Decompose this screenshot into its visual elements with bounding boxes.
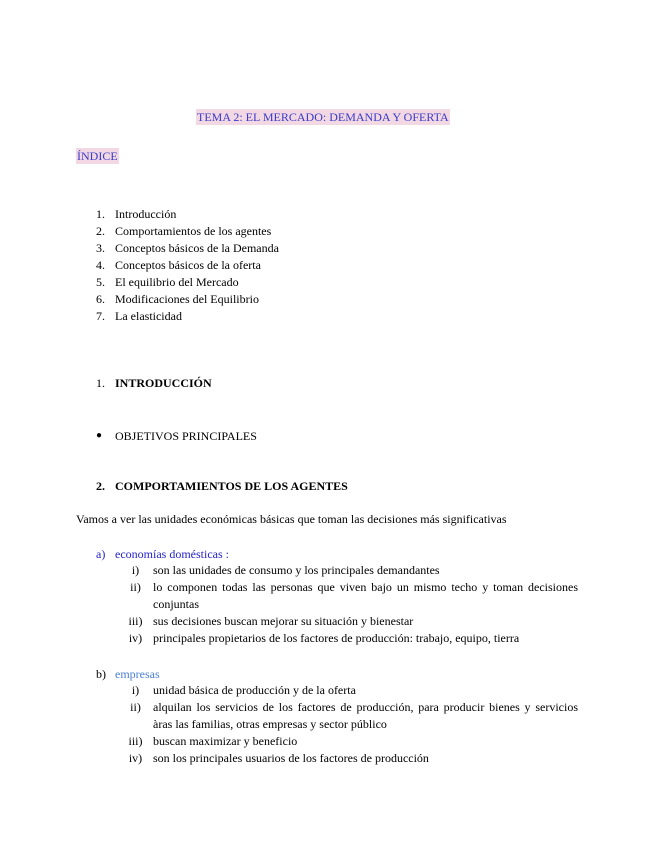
- toc-text: Conceptos básicos de la oferta: [115, 258, 261, 272]
- list-item: [118, 733, 578, 750]
- list-item: [118, 682, 578, 699]
- toc-text: Introducción: [115, 207, 177, 221]
- item-number: iii): [128, 614, 143, 628]
- list-item: [118, 562, 578, 579]
- subsection-letter: a): [96, 547, 106, 561]
- section-2-intro: Vamos a ver las unidades económicas básicas que toman las decisiones más significativas: [76, 512, 507, 526]
- document-title: TEMA 2: EL MERCADO: DEMANDA Y OFERTA: [197, 110, 449, 124]
- toc-text: Comportamientos de los agentes: [115, 224, 272, 238]
- subsection-a-heading: [96, 546, 229, 562]
- toc-text: El equilibrio del Mercado: [115, 275, 239, 289]
- item-number: ii): [130, 580, 141, 594]
- bullet-objetivos: [96, 428, 257, 444]
- item-text: lo componen todas las personas que viven bajo un mismo techo y toman decisiones conjuntas: [153, 580, 578, 611]
- toc-number: 6.: [96, 292, 105, 306]
- item-text: sus decisiones buscan mejorar su situación y bienestar: [153, 614, 414, 628]
- toc-item: [96, 291, 279, 308]
- item-text: son los principales usuarios de los factores de producción: [153, 751, 429, 765]
- subsection-letter: b): [96, 667, 106, 681]
- item-text: son las unidades de consumo y los principales demandantes: [153, 563, 440, 577]
- subsection-title: empresas: [115, 667, 160, 681]
- toc-number: 4.: [96, 258, 105, 272]
- item-number: iii): [128, 734, 143, 748]
- section-1-heading: [96, 375, 212, 391]
- toc-text: Modificaciones del Equilibrio: [115, 292, 259, 306]
- item-text: principales propietarios de los factores de producción: trabajo, equipo, tierra: [153, 631, 520, 645]
- subsection-b-heading: [96, 666, 160, 682]
- section-2-heading: [96, 478, 348, 494]
- table-of-contents: [96, 206, 279, 325]
- bullet-text: OBJETIVOS PRINCIPALES: [115, 429, 257, 443]
- item-number: iv): [128, 751, 143, 765]
- list-item: [118, 630, 578, 647]
- index-heading: ÍNDICE: [77, 149, 118, 163]
- item-number: i): [131, 563, 140, 577]
- toc-number: 3.: [96, 241, 105, 255]
- item-number: ii): [130, 700, 141, 714]
- toc-item: [96, 240, 279, 257]
- subsection-a-list: [118, 562, 578, 647]
- section-number: 1.: [96, 376, 105, 390]
- toc-item: [96, 308, 279, 325]
- subsection-title: economías domésticas :: [115, 547, 229, 561]
- toc-number: 1.: [96, 207, 105, 221]
- toc-number: 7.: [96, 309, 105, 323]
- section-title: INTRODUCCIÓN: [115, 376, 212, 390]
- toc-item: [96, 206, 279, 223]
- toc-text: Conceptos básicos de la Demanda: [115, 241, 279, 255]
- list-item: [118, 750, 578, 767]
- toc-item: [96, 257, 279, 274]
- toc-item: [96, 223, 279, 240]
- section-title: COMPORTAMIENTOS DE LOS AGENTES: [115, 479, 348, 493]
- list-item: [118, 579, 578, 613]
- item-text: buscan maximizar y beneficio: [153, 734, 298, 748]
- toc-number: 5.: [96, 275, 105, 289]
- subsection-b-list: [118, 682, 578, 767]
- item-text: unidad básica de producción y de la oferta: [153, 683, 356, 697]
- toc-number: 2.: [96, 224, 105, 238]
- toc-item: [96, 274, 279, 291]
- item-number: iv): [128, 631, 143, 645]
- bullet-icon: ●: [96, 430, 103, 441]
- list-item: [118, 699, 578, 733]
- item-number: i): [131, 683, 140, 697]
- toc-text: La elasticidad: [115, 309, 182, 323]
- item-text: alquilan los servicios de los factores de producción, para producir bienes y servicios àras las familias, otras empresas y sector público: [153, 700, 578, 731]
- list-item: [118, 613, 578, 630]
- section-number: 2.: [96, 479, 105, 493]
